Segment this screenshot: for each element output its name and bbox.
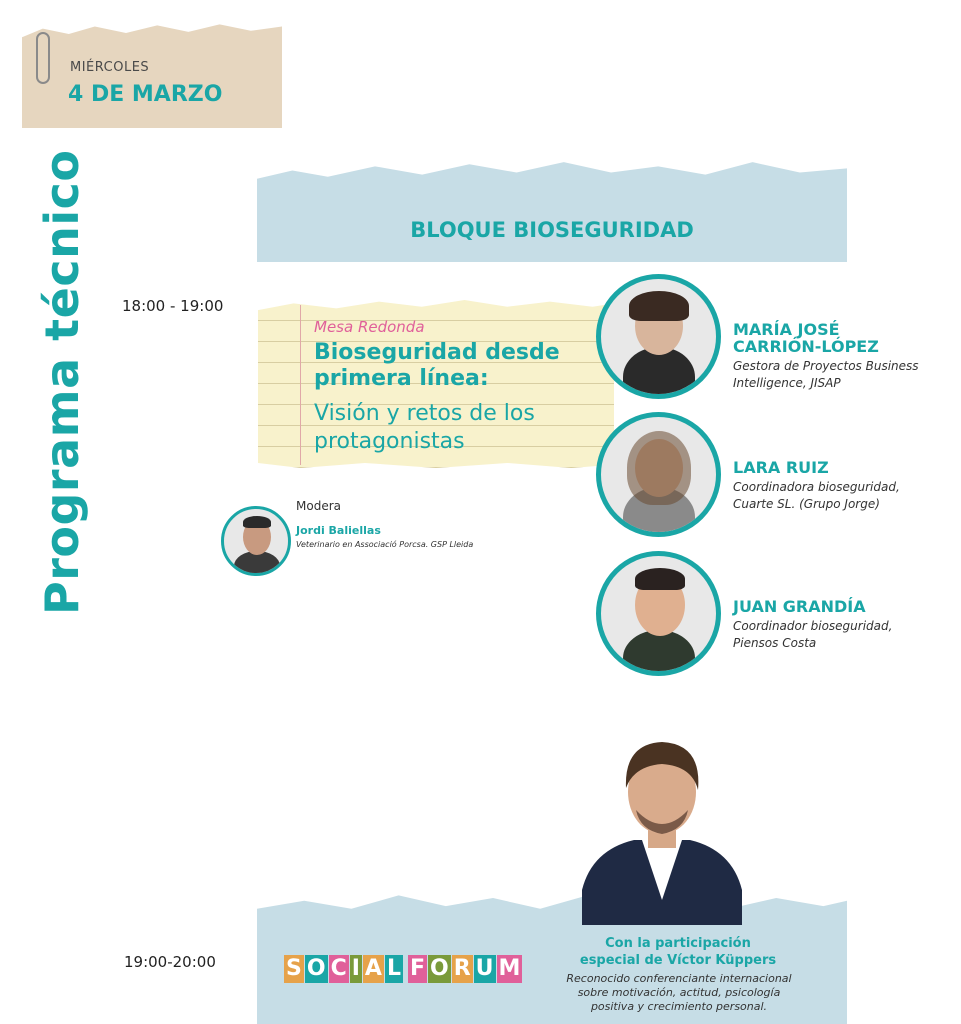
logo-letter: M — [498, 956, 521, 981]
logo-letter: O — [430, 956, 449, 981]
logo-letter: I — [351, 956, 360, 981]
speaker2-name: LARA RUIZ — [733, 458, 829, 477]
side-title: Programa técnico — [35, 149, 89, 615]
moderator-role: Veterinario en Associació Porcsa. GSP Lleida — [296, 540, 474, 549]
paperclip-icon — [36, 32, 50, 84]
logo-letter: R — [453, 956, 471, 981]
session2-time: 19:00-20:00 — [124, 953, 216, 971]
session2-title-line1: Con la participación — [605, 936, 751, 951]
speaker1-role-2: Intelligence, JISAP — [733, 376, 841, 390]
date-weekday: MIÉRCOLES — [70, 60, 150, 75]
speaker3-avatar — [596, 551, 721, 676]
speaker1-name-2: CARRIÓN-LÓPEZ — [733, 337, 879, 356]
session2-desc-line1: Reconocido conferenciante internacional — [566, 972, 792, 985]
session2-desc-line3: positiva y crecimiento personal. — [590, 1000, 768, 1013]
speaker2-role-1: Coordinadora bioseguridad, — [733, 480, 900, 494]
logo-letter: C — [330, 956, 347, 981]
speaker3-role-1: Coordinador bioseguridad, — [733, 619, 893, 633]
moderator-avatar — [221, 506, 291, 576]
logo-letter: U — [475, 956, 494, 981]
session1-subtitle: Visión y retos de los protagonistas — [314, 401, 535, 454]
speaker1-avatar — [596, 274, 721, 399]
speaker3-name: JUAN GRANDÍA — [733, 597, 866, 616]
moderator-label: Modera — [296, 499, 341, 513]
speaker1-role-1: Gestora de Proyectos Business — [733, 359, 919, 373]
session1-time: 18:00 - 19:00 — [122, 297, 224, 315]
logo-letter: O — [306, 956, 326, 981]
bloque-banner — [257, 158, 847, 262]
speaker2-avatar — [596, 412, 721, 537]
logo-letter: A — [364, 956, 382, 981]
session2-title-line2: especial de Víctor Küppers — [579, 953, 777, 968]
session1-type: Mesa Redonda — [314, 318, 425, 336]
bloque-title: BLOQUE BIOSEGURIDAD — [410, 218, 694, 242]
speaker3-role-2: Piensos Costa — [733, 636, 817, 650]
session2-desc-line2: sobre motivación, actitud, psicología — [577, 986, 781, 999]
logo-letter: S — [286, 956, 302, 981]
session2-title — [578, 935, 778, 969]
session2-description — [556, 972, 802, 1014]
social-forum-logo — [284, 955, 522, 983]
session1-title: Bioseguridad desde primera línea: — [314, 340, 560, 391]
paper-margin-line — [300, 305, 301, 465]
speaker1-name-1: MARÍA JOSÉ — [733, 320, 840, 339]
date-note — [22, 20, 282, 128]
moderator-name: Jordi Baliellas — [296, 524, 381, 537]
logo-letter: L — [386, 956, 401, 981]
speaker2-role-2: Cuarte SL. (Grupo Jorge) — [733, 497, 880, 511]
date-day: 4 DE MARZO — [68, 82, 223, 107]
victor-kuppers-photo — [572, 730, 752, 925]
logo-letter: F — [409, 956, 425, 981]
